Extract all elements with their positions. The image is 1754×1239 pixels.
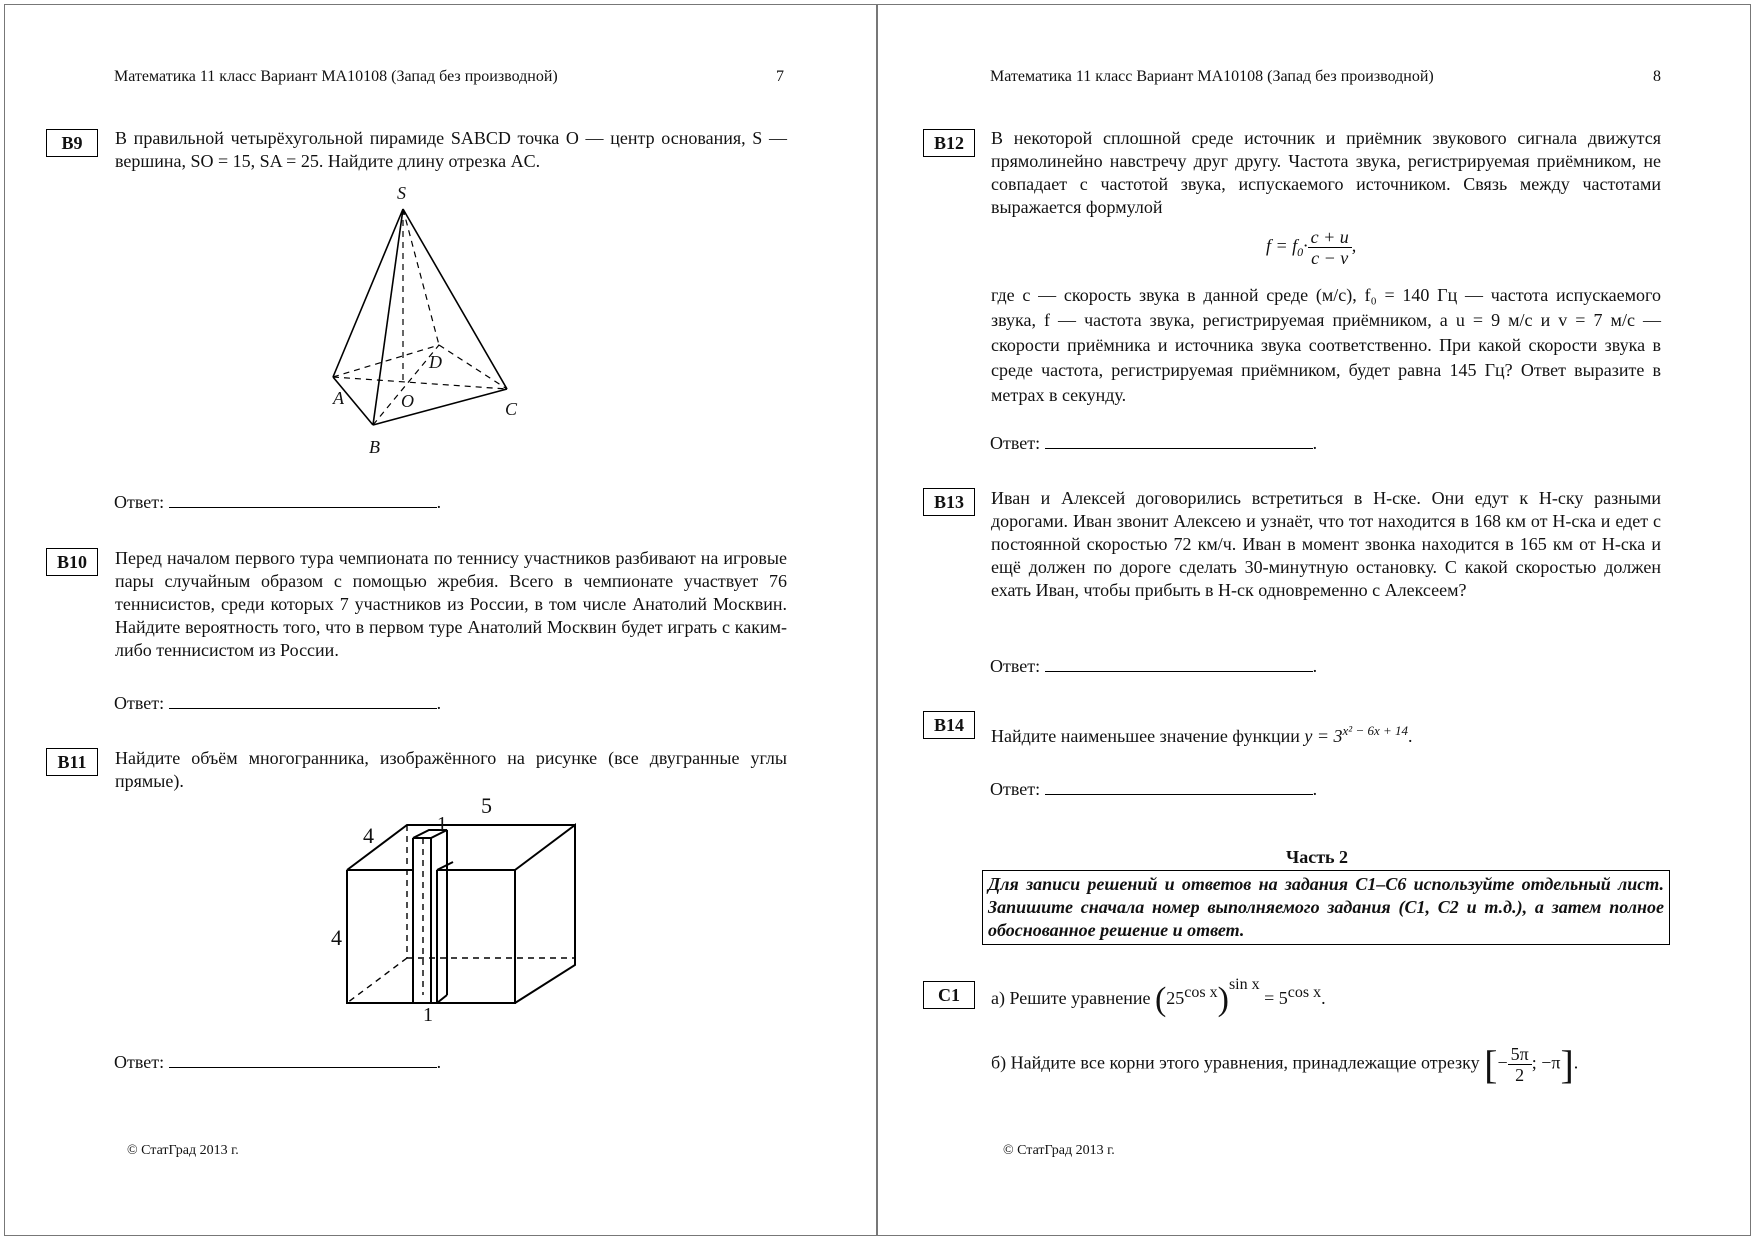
answer-end: .	[436, 693, 442, 713]
front-left-block	[347, 870, 413, 1003]
formula-doppler: $f = f_0\cdot$ $\frac{c + u}{c - v}$ ,	[1266, 227, 1357, 268]
problem-text-b14: Найдите наименьшее значение функции $y = 3^{x^2 - 6x + 14}$.	[991, 723, 1413, 746]
answer-label: Ответ:	[990, 779, 1041, 799]
label-c: C	[505, 399, 518, 419]
right-page	[877, 4, 1751, 1236]
page-number: 8	[1653, 68, 1661, 85]
problem-label-b13: B13	[923, 488, 975, 516]
answer-b10	[114, 692, 441, 714]
label-s: S	[397, 183, 406, 203]
c1-part-b: б) Найдите все корни этого уравнения, принадлежащие отрезку [− $\frac{5\pi}{2}$ ; −π].	[991, 1042, 1579, 1087]
formula-fraction	[1308, 227, 1352, 268]
part2-title: Часть 2	[1286, 847, 1349, 867]
answer-b9	[114, 491, 441, 513]
interval-denominator: 2	[1515, 1065, 1525, 1085]
problem-text-b10: Перед началом первого тура чемпионата по теннису участников разбивают на игровые пары случайным образом с помощью жребия. Всего в чемпионате участвует 76 теннисистов, среди которых 7 участников из России, в том числе Анатолий Москвин. Найдите вероятность того, что в первом туре Анатолий Москвин будет играть с каким-либо теннисистом из России.	[115, 548, 787, 660]
problem-text-b12-part1: В некоторой сплошной среде источник и приёмник звукового сигнала движутся прямолинейно навстречу друг другу. Частота звука, регистрируемая приёмником, не совпадает с частотой звука, испускаемого источником. Связь между частотами выражается формулой	[991, 128, 1661, 217]
pyramid-figure	[305, 177, 585, 467]
c1-eq-inner-base: 25	[1166, 988, 1185, 1009]
hidden-back-depth	[347, 958, 407, 1003]
c1-eq-inner-exp: cos x	[1184, 984, 1218, 1002]
answer-line[interactable]	[1045, 655, 1313, 672]
footer-copyright: © СтатГрад 2013 г.	[1003, 1143, 1115, 1158]
answer-end: .	[1312, 779, 1318, 799]
label-b: B	[369, 437, 380, 457]
c1-part-a: а) Решите уравнение $(25^{cos x})^{sin x} = 5^{cos x}$.	[991, 976, 1326, 1018]
edge-ad-hidden	[333, 345, 439, 377]
dim-notch-top: 1	[437, 813, 447, 835]
answer-label: Ответ:	[114, 693, 165, 713]
answer-end: .	[436, 492, 442, 512]
dim-height: 4	[331, 925, 342, 950]
label-o: O	[401, 391, 414, 411]
problem-label-b14: B14	[923, 711, 975, 739]
answer-line[interactable]	[169, 1051, 437, 1068]
answer-label: Ответ:	[114, 1052, 165, 1072]
c1-eq-rhs-base: = 5	[1264, 988, 1288, 1009]
answer-label: Ответ:	[990, 656, 1041, 676]
answer-end: .	[1312, 656, 1318, 676]
right-side	[515, 825, 575, 1003]
answer-line[interactable]	[169, 491, 437, 508]
notch-inner	[413, 838, 431, 1003]
header-title: Математика 11 класс Вариант МА10108 (Запад без производной)	[114, 68, 558, 85]
answer-label: Ответ:	[114, 492, 165, 512]
front-right-block	[437, 870, 515, 1003]
part2-instructions: Для записи решений и ответов на задания C1–C6 используйте отдельный лист. Запишите сначала номер выполняемого задания (C1, C2 и т.д.), а затем полное обоснованное решение и ответ.	[982, 870, 1670, 945]
edge-dc-hidden	[439, 345, 507, 389]
label-d: D	[429, 352, 442, 372]
answer-line[interactable]	[1045, 778, 1313, 795]
problem-text-b11: Найдите объём многогранника, изображённого на рисунке (все двугранные углы прямые).	[115, 748, 787, 791]
c1-part-a-text: а) Решите уравнение	[991, 988, 1151, 1009]
answer-b13	[990, 655, 1317, 677]
problem-text-b12-part2: где c — скорость звука в данной среде (м/с), f₀ = 140 Гц — частота испускаемого звука, f — частота звука, регистрируемая приёмником, а u = 9 м/с и v = 7 м/с — скорости приёмника и источника звука соответственно. При какой скорости звука в среде частота, регистрируемая приёмником, будет равна 145 Гц? Ответ выразите в метрах в секунду.	[991, 285, 1661, 405]
formula-sub: 0	[1297, 245, 1304, 260]
left-page	[4, 4, 877, 1236]
edge-sb	[373, 209, 403, 425]
c1-eq-rhs-exp: cos x	[1287, 984, 1322, 1002]
answer-b11	[114, 1051, 441, 1073]
dim-depth: 4	[363, 823, 374, 848]
answer-b14	[990, 778, 1317, 800]
formula-lhs: f = f	[1266, 235, 1298, 256]
problem-label-b9: B9	[46, 129, 98, 157]
answer-b12	[990, 432, 1317, 454]
answer-end: .	[436, 1052, 442, 1072]
b14-text: Найдите наименьшее значение функции	[991, 726, 1300, 746]
problem-label-c1: C1	[923, 981, 975, 1009]
top-back-edge	[347, 825, 575, 870]
problem-label-b11: B11	[46, 748, 98, 776]
header-title: Математика 11 класс Вариант МА10108 (Запад без производной)	[990, 68, 1434, 85]
interval-end: ; −π	[1531, 1052, 1561, 1073]
page-number: 7	[776, 68, 784, 85]
b14-formula-base: y = 3	[1304, 726, 1343, 746]
answer-end: .	[1312, 433, 1318, 453]
notch-right-top	[437, 862, 453, 870]
edge-bc	[373, 389, 507, 425]
problem-label-b10: B10	[46, 548, 98, 576]
interval-fraction	[1508, 1044, 1532, 1085]
edge-sd-hidden	[403, 209, 439, 345]
problem-text-b13: Иван и Алексей договорились встретиться в Н-ске. Они едут к Н-ску разными дорогами. Иван звонит Алексею и узнаёт, что тот находится в 168 км от Н-ска и едет с постоянной скоростью 72 км/ч. Иван в момент звонка находится в 165 км от Н-ска и ещё должен по дороге сделать 30-минутную остановку. С какой скоростью должен ехать Иван, чтобы прибыть в Н-ск одновременно с Алексеем?	[991, 488, 1661, 600]
edge-sc	[403, 209, 507, 389]
b14-formula-exp: x² − 6x + 14	[1342, 723, 1409, 738]
dim-length: 5	[481, 793, 492, 818]
problem-label-b12: B12	[923, 129, 975, 157]
polyhedron-figure	[323, 793, 583, 1023]
formula-numerator: c + u	[1308, 227, 1352, 248]
problem-text-b9: В правильной четырёхугольной пирамиде SABCD точка O — центр основания, S — вершина, SO = 15, SA = 25. Найдите длину отрезка AC.	[115, 128, 787, 171]
answer-line[interactable]	[1045, 432, 1313, 449]
c1-part-b-text: б) Найдите все корни этого уравнения, принадлежащие отрезку	[991, 1052, 1480, 1073]
notch-bottom-back	[437, 995, 447, 1003]
dim-notch-bottom: 1	[423, 1004, 433, 1023]
interval-numerator: 5π	[1508, 1044, 1532, 1065]
label-a: A	[333, 388, 344, 408]
formula-denominator: c − v	[1311, 248, 1349, 268]
footer-copyright: © СтатГрад 2013 г.	[127, 1143, 239, 1158]
c1-eq-outer-exp: sin x	[1228, 976, 1260, 994]
edge-sa	[333, 209, 403, 377]
diagonal-ac	[333, 377, 507, 389]
answer-line[interactable]	[169, 692, 437, 709]
answer-label: Ответ:	[990, 433, 1041, 453]
